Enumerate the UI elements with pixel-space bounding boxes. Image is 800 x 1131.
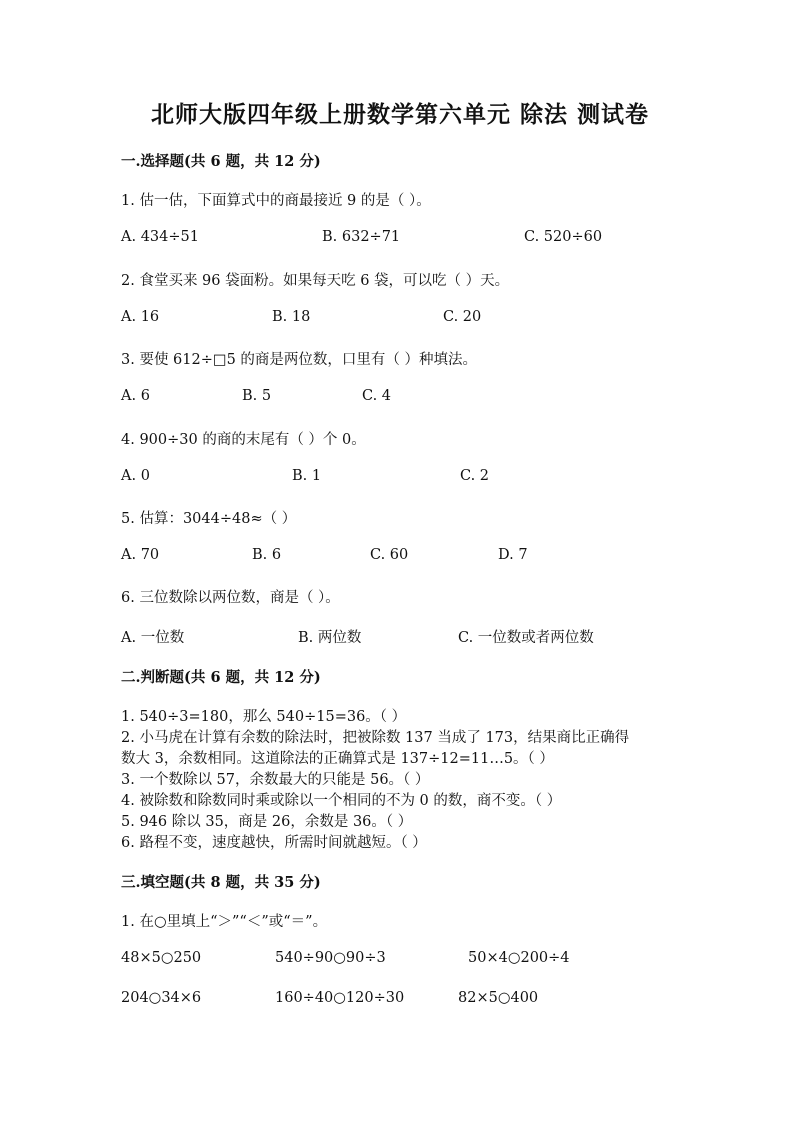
option-b: B. 5 (242, 388, 272, 404)
page-title: 北师大版四年级上册数学第六单元 除法 测试卷 (150, 101, 649, 128)
judgement-line: 数大 3，余数相同。这道除法的正确算式是 137÷12=11…5。（ ） (121, 751, 554, 767)
comparison-item: 160÷40○120÷30 (275, 990, 405, 1006)
section-heading-judgement: 二.判断题(共 6 题，共 12 分) (121, 669, 321, 686)
judgement-line: 4. 被除数和除数同时乘或除以一个相同的不为 0 的数，商不变。（ ） (121, 793, 562, 809)
comparison-item: 540÷90○90÷3 (275, 950, 386, 966)
option-c: C. 4 (362, 388, 392, 404)
option-b: B. 1 (292, 468, 322, 484)
question-text: 4. 900÷30 的商的末尾有（ ）个 0。 (121, 432, 366, 448)
judgement-line: 1. 540÷3=180，那么 540÷15=36。（ ） (121, 709, 407, 725)
option-c: C. 2 (460, 468, 490, 484)
judgement-line: 3. 一个数除以 57，余数最大的只能是 56。（ ） (121, 772, 430, 788)
option-d: D. 7 (498, 547, 528, 563)
option-b: B. 6 (252, 547, 282, 563)
question-text: 5. 估算：3044÷48≈（ ） (121, 511, 297, 527)
question-text: 2. 食堂买来 96 袋面粉。如果每天吃 6 袋，可以吃（ ）天。 (121, 273, 510, 289)
option-a: A. 6 (121, 388, 150, 404)
option-c: C. 60 (370, 547, 409, 563)
option-c: C. 520÷60 (524, 229, 603, 245)
judgement-line: 2. 小马虎在计算有余数的除法时，把被除数 137 当成了 173，结果商比正确得 (121, 730, 630, 746)
option-b: B. 632÷71 (322, 229, 401, 245)
section-heading-fill: 三.填空题(共 8 题，共 35 分) (121, 874, 321, 891)
option-b: B. 两位数 (298, 630, 362, 646)
option-a: A. 0 (121, 468, 150, 484)
option-b: B. 18 (272, 309, 311, 325)
option-a: A. 70 (121, 547, 160, 563)
option-a: A. 16 (121, 309, 160, 325)
comparison-item: 48×5○250 (121, 950, 202, 966)
judgement-line: 5. 946 除以 35，商是 26，余数是 36。（ ） (121, 814, 413, 830)
option-a: A. 434÷51 (121, 229, 199, 245)
option-c: C. 一位数或者两位数 (458, 630, 594, 646)
section-heading-choice: 一.选择题(共 6 题，共 12 分) (121, 153, 321, 170)
question-text: 6. 三位数除以两位数，商是（ ）。 (121, 590, 340, 606)
comparison-item: 50×4○200÷4 (468, 950, 570, 966)
question-text: 3. 要使 612÷□5 的商是两位数，口里有（ ）种填法。 (121, 352, 478, 368)
comparison-item: 204○34×6 (121, 990, 202, 1006)
judgement-line: 6. 路程不变，速度越快，所需时间就越短。（ ） (121, 835, 427, 851)
option-c: C. 20 (443, 309, 482, 325)
option-a: A. 一位数 (121, 630, 185, 646)
question-text: 1. 估一估，下面算式中的商最接近 9 的是（ ）。 (121, 193, 431, 209)
comparison-item: 82×5○400 (458, 990, 539, 1006)
question-text: 1. 在○里填上“＞”“＜”或“＝”。 (121, 914, 328, 930)
